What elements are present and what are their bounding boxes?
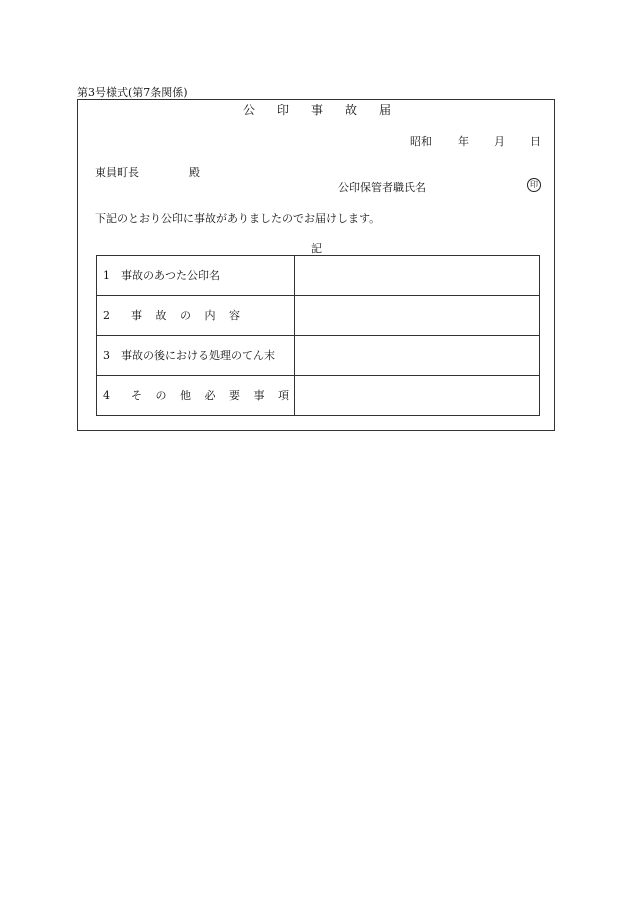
- item-value-field[interactable]: [294, 256, 539, 296]
- form-title: 公印事故届: [243, 103, 414, 117]
- item-label-text: 2 事 故 の 内 容: [103, 308, 245, 322]
- item-label-text: 4 そ の 他 必 要 事 項: [103, 388, 294, 402]
- item-label-text: 3 事故の後における処理のてん末: [103, 348, 275, 362]
- items-table: [96, 255, 540, 416]
- table-row: [97, 376, 540, 416]
- item-label: [97, 296, 295, 336]
- item-label: [97, 336, 295, 376]
- table-row: [97, 296, 540, 336]
- table-row: [97, 336, 540, 376]
- item-value-field[interactable]: [294, 296, 539, 336]
- statement-text: 下記のとおり公印に事故がありましたのでお届けします。: [95, 212, 381, 225]
- item-value-field[interactable]: [294, 336, 539, 376]
- item-label-text: 1 事故のあつた公印名: [103, 268, 220, 282]
- addressee-name: 東員町長: [95, 166, 139, 179]
- item-label: [97, 256, 295, 296]
- addressee-honorific: 殿: [189, 166, 200, 179]
- date-line: [410, 133, 541, 149]
- table-row: [97, 256, 540, 296]
- form-number: 第3号様式(第7条関係): [77, 86, 188, 99]
- date-day-label: 日: [530, 135, 541, 148]
- date-month-label: 月: [494, 135, 505, 148]
- applicant-label: 公印保管者職氏名: [338, 181, 426, 194]
- item-label: [97, 376, 295, 416]
- record-heading: 記: [311, 242, 322, 255]
- date-year-label: 年: [458, 135, 469, 148]
- date-era: 昭和: [410, 135, 432, 148]
- seal-mark: 印: [527, 178, 541, 192]
- item-value-field[interactable]: [294, 376, 539, 416]
